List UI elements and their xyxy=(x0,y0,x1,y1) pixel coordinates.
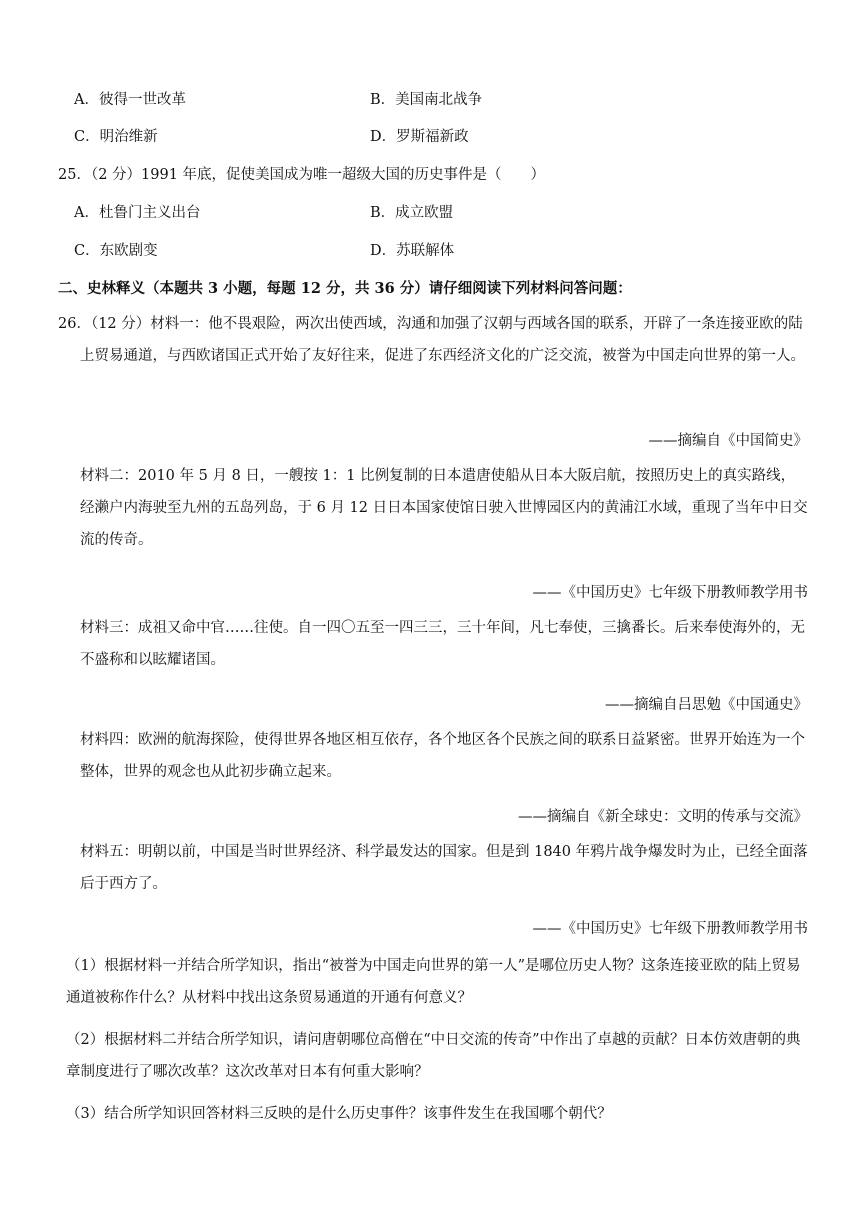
q24-option-b: B．美国南北战争 xyxy=(370,92,483,108)
q26-material-5-text: 材料五：明朝以前，中国是当时世界经济、科学最发达的国家。但是到 1840 年鸦片战争爆发时为止，已经全面落后于西方了。 xyxy=(80,844,808,892)
q26-subquestion-1 xyxy=(66,950,808,1014)
q26-subquestion-2-text: （2）根据材料二并结合所学知识，请问唐朝哪位高僧在“中日交流的传奇”中作出了卓越的贡献？日本仿效唐朝的典章制度进行了哪次改革？这次改革对日本有何重大影响？ xyxy=(66,1032,801,1080)
q24-option-d: D．罗斯福新政 xyxy=(370,129,469,145)
q26-material-1 xyxy=(58,308,808,372)
q26-source-1: ——摘编自《中国简史》 xyxy=(648,433,808,449)
q25-stem: 25．（2 分）1991 年底，促使美国成为唯一超级大国的历史事件是（ ） xyxy=(58,167,546,183)
q26-material-1-text: 26．（12 分）材料一：他不畏艰险，两次出使西域，沟通和加强了汉朝与西域各国的联系，开辟了一条连接亚欧的陆上贸易通道，与西欧诸国正式开始了友好往来，促进了东西经济文化的广泛交流，被誉为中国走向世界的第一人。 xyxy=(58,316,805,364)
q25-option-a: A．杜鲁门主义出台 xyxy=(74,205,201,221)
q25-option-b: B．成立欧盟 xyxy=(370,205,454,221)
section-2-heading: 二、史林释义（本题共 3 小题，每题 12 分，共 36 分）请仔细阅读下列材料问答问题： xyxy=(58,280,632,297)
q26-material-2 xyxy=(58,460,808,556)
q26-material-2-text: 材料二：2010 年 5 月 8 日，一艘按 1：1 比例复制的日本遣唐使船从日本大阪启航，按照历史上的真实路线，经濑户内海驶至九州的五岛列岛，于 6 月 12 日日本国家使馆日驶入世博园区内的黄浦江水域，重现了当年中日交流的传奇。 xyxy=(80,468,808,548)
q26-source-5: ——《中国历史》七年级下册教师教学用书 xyxy=(532,921,808,937)
q25-option-d: D．苏联解体 xyxy=(370,243,455,259)
q26-material-4 xyxy=(58,724,808,788)
q26-subquestion-2 xyxy=(66,1024,808,1088)
q26-source-3: ——摘编自吕思勉《中国通史》 xyxy=(605,697,808,713)
q26-material-3 xyxy=(58,612,808,676)
q26-material-4-text: 材料四：欧洲的航海探险，使得世界各地区相互依存，各个地区各个民族之间的联系日益紧密。世界开始连为一个整体，世界的观念也从此初步确立起来。 xyxy=(80,732,805,780)
q25-option-c: C．东欧剧变 xyxy=(74,243,158,259)
q24-option-a: A．彼得一世改革 xyxy=(74,92,186,108)
q24-option-c: C．明治维新 xyxy=(74,129,158,145)
q26-subquestion-1-text: （1）根据材料一并结合所学知识，指出“被誉为中国走向世界的第一人”是哪位历史人物？这条连接亚欧的陆上贸易通道被称作什么？从材料中找出这条贸易通道的开通有何意义？ xyxy=(66,958,801,1006)
q26-source-4: ——摘编自《新全球史：文明的传承与交流》 xyxy=(518,809,808,825)
q26-material-3-text: 材料三：成祖又命中官……往使。自一四〇五至一四三三，三十年间，凡七奉使，三擒番长。后来奉使海外的，无不盛称和以眩耀诸国。 xyxy=(80,620,805,668)
q26-source-2: ——《中国历史》七年级下册教师教学用书 xyxy=(532,585,808,601)
q26-subquestion-3-text: （3）结合所学知识回答材料三反映的是什么历史事件？该事件发生在我国哪个朝代？ xyxy=(66,1106,612,1122)
q26-material-5 xyxy=(58,836,808,900)
q26-subquestion-3 xyxy=(66,1098,808,1130)
